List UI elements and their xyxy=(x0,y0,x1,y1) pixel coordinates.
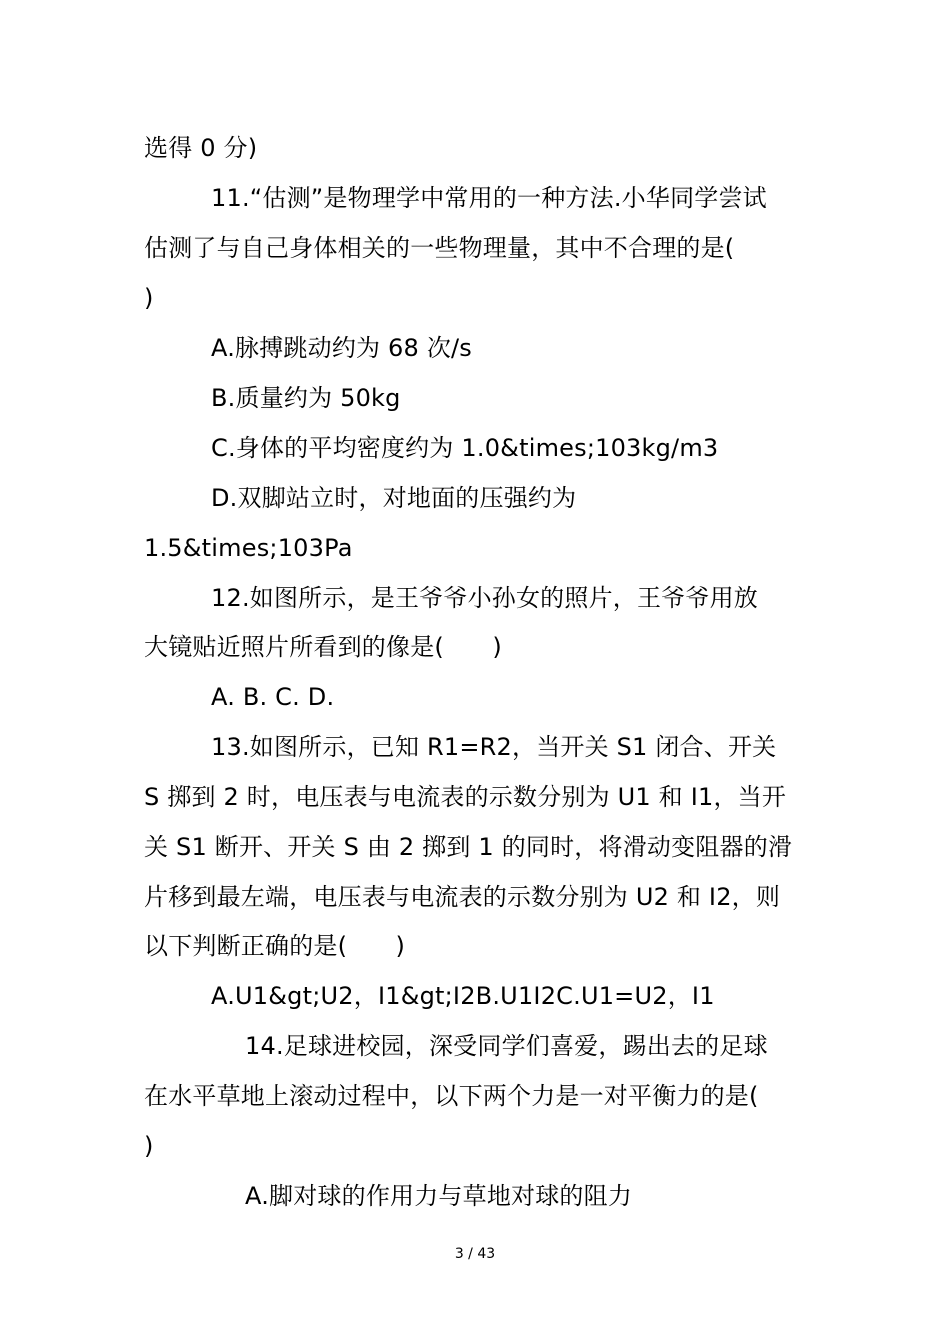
question-11-option-c: C.身体的平均密度约为 1.0&times;103kg/m3 xyxy=(211,434,719,462)
question-13-line-4: 片移到最左端，电压表与电流表的示数分别为 U2 和 I2，则 xyxy=(144,883,781,911)
question-11-line-3: ) xyxy=(144,284,154,312)
question-13-line-3: 关 S1 断开、开关 S 由 2 掷到 1 的同时，将滑动变阻器的滑 xyxy=(144,833,793,861)
question-13-line-2: S 掷到 2 时，电压表与电流表的示数分别为 U1 和 I1，当开 xyxy=(144,783,787,811)
question-11-option-d-cont: 1.5&times;103Pa xyxy=(144,534,353,562)
question-11-option-b: B.质量约为 50kg xyxy=(211,384,401,412)
question-12-line-2: 大镜贴近照片所看到的像是( ) xyxy=(144,633,502,661)
text-line-1: 选得 0 分) xyxy=(144,134,258,162)
question-13-line-5: 以下判断正确的是( ) xyxy=(144,932,406,960)
question-12-options: A. B. C. D. xyxy=(211,683,335,711)
page-indicator: 3 / 43 xyxy=(454,1246,496,1262)
question-11-line-2: 估测了与自己身体相关的一些物理量，其中不合理的是( xyxy=(144,234,735,262)
question-14-option-a: A.脚对球的作用力与草地对球的阻力 xyxy=(245,1182,633,1210)
question-12-line-1: 12.如图所示，是王爷爷小孙女的照片，王爷爷用放 xyxy=(211,584,758,612)
question-14-line-3: ) xyxy=(144,1132,154,1160)
question-14-line-2: 在水平草地上滚动过程中，以下两个力是一对平衡力的是( xyxy=(144,1082,759,1110)
question-14-line-1: 14.足球进校园，深受同学们喜爱，踢出去的足球 xyxy=(245,1032,768,1060)
question-13-line-1: 13.如图所示，已知 R1=R2，当开关 S1 闭合、开关 xyxy=(211,733,777,761)
question-11-option-a: A.脉搏跳动约为 68 次/s xyxy=(211,334,473,362)
question-11-line-1: 11.“估测”是物理学中常用的一种方法.小华同学尝试 xyxy=(211,184,767,212)
question-11-option-d: D.双脚站立时，对地面的压强约为 xyxy=(211,484,577,512)
question-13-options: A.U1&gt;U2，I1&gt;I2B.U1I2C.U1=U2，I1 xyxy=(211,982,715,1010)
